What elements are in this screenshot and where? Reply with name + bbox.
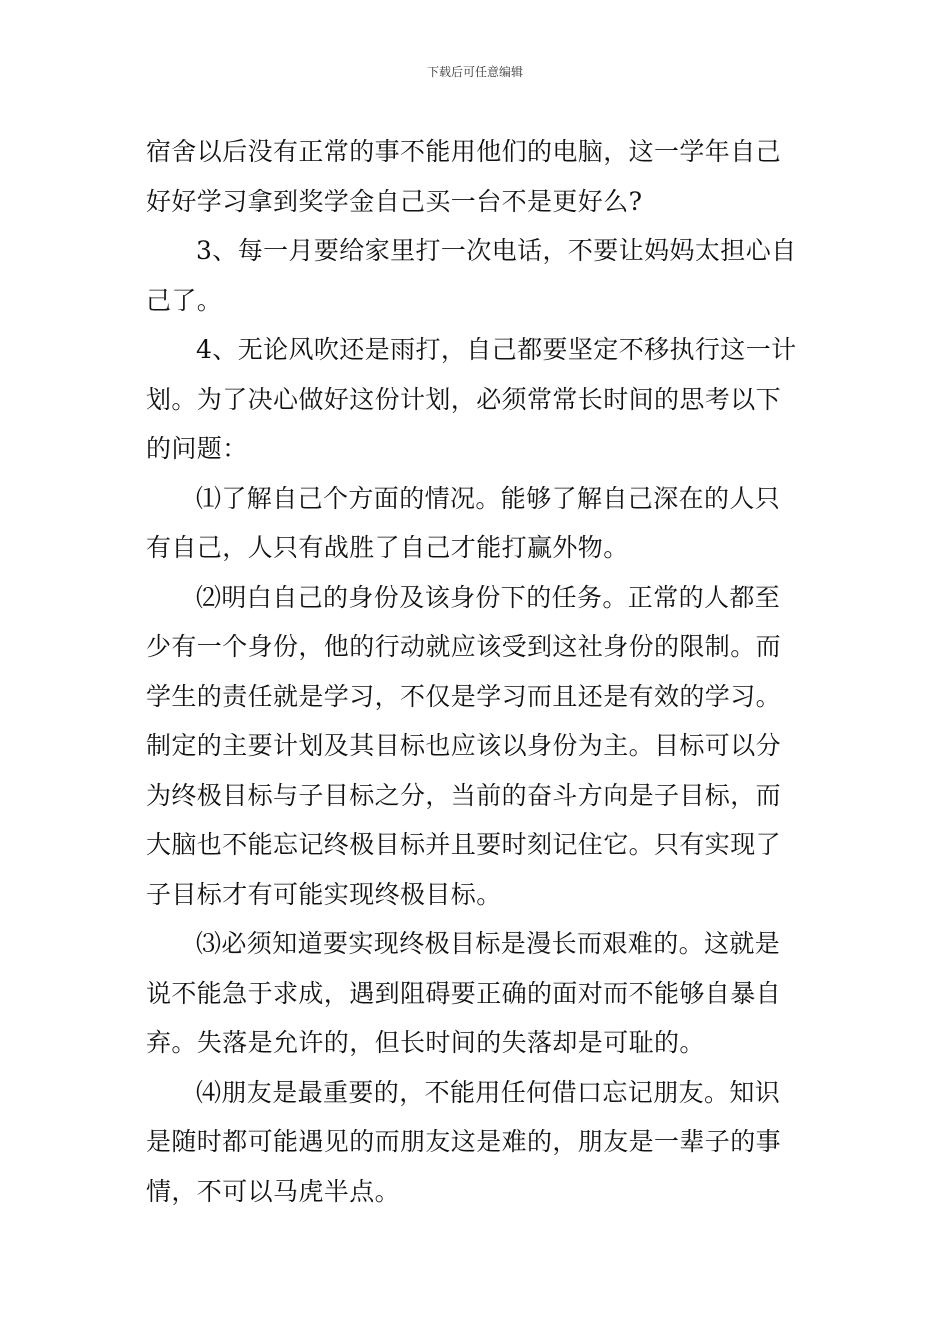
text-line: 少有一个身份，他的行动就应该受到这社身份的限制。而 — [146, 632, 782, 661]
text-line: ⑷朋友是最重要的，不能用任何借口忘记朋友。知识 — [196, 1077, 781, 1107]
paragraph-point-3 — [146, 919, 808, 1068]
paragraph-point-2 — [146, 573, 808, 920]
paragraph-item-3 — [146, 226, 808, 325]
paragraph-dormitory-computer — [146, 127, 808, 226]
text-line: 是随时都可能遇见的而朋友这是难的，朋友是一辈子的事 — [146, 1127, 782, 1156]
paragraph-item-4 — [146, 325, 808, 474]
text-line: 宿舍以后没有正常的事不能用他们的电脑，这一学年自己 — [146, 137, 782, 166]
text-line: 的问题： — [146, 434, 248, 463]
text-line: 己了。 — [146, 285, 223, 315]
text-line: ⑵明白自己的身份及该身份下的任务。正常的人都至 — [196, 582, 781, 612]
text-line: 弃。失落是允许的，但长时间的失落却是可耻的。 — [146, 1028, 705, 1057]
text-line: 制定的主要计划及其目标也应该以身份为主。目标可以分 — [146, 731, 782, 760]
text-line: ⑶必须知道要实现终极目标是漫长而艰难的。这就是 — [196, 929, 781, 958]
text-line: 好好学习拿到奖学金自己买一台不是更好么? — [146, 186, 643, 216]
text-line: 子目标才有可能实现终极目标。 — [146, 879, 502, 909]
text-line: 情，不可以马虎半点。 — [146, 1176, 401, 1206]
text-line: ⑴了解自己个方面的情况。能够了解自己深在的人只 — [196, 483, 781, 513]
text-line: 说不能急于求成，遇到阻碍要正确的面对而不能够自暴自 — [146, 978, 782, 1008]
text-line: 为终极目标与子目标之分，当前的奋斗方向是子目标，而 — [146, 780, 782, 810]
text-line: 有自己，人只有战胜了自己才能打赢外物。 — [146, 533, 629, 562]
text-line: 划。为了决心做好这份计划，必须常常长时间的思考以下 — [146, 384, 782, 414]
text-line: 学生的责任就是学习，不仅是学习而且还是有效的学习。 — [146, 681, 782, 711]
paragraph-point-1 — [146, 474, 808, 573]
text-line: 3、每一月要给家里打一次电话，不要让妈妈太担心自 — [196, 236, 797, 265]
document-body — [146, 127, 808, 1216]
text-line: 大脑也不能忘记终极目标并且要时刻记住它。只有实现了 — [146, 830, 782, 859]
text-line: 4、无论风吹还是雨打，自己都要坚定不移执行这一计 — [196, 335, 797, 364]
paragraph-point-4 — [146, 1068, 808, 1217]
page-header: 下载后可任意编辑 — [426, 65, 523, 79]
